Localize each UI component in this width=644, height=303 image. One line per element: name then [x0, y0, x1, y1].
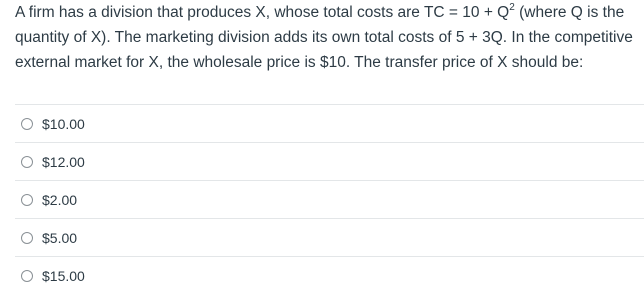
question-line-3: external market for X, the wholesale price is $10. The transfer price of X should be: [15, 54, 584, 71]
answer-label: $10.00 [42, 115, 85, 132]
radio-button[interactable] [21, 232, 33, 244]
answer-label: $2.00 [42, 191, 78, 208]
answer-label: $15.00 [42, 267, 85, 284]
answer-option-5[interactable] [15, 256, 644, 294]
question-line-1 [15, 0, 644, 25]
question-line-1-text: A firm has a division that produces X, whose total costs are TC = 10 + Q [15, 4, 510, 21]
answer-option-3[interactable] [15, 180, 644, 218]
answer-option-4[interactable] [15, 218, 644, 256]
radio-button[interactable] [21, 194, 33, 206]
radio-button[interactable] [21, 270, 33, 282]
question-text [15, 0, 644, 75]
answer-label: $12.00 [42, 153, 85, 170]
question-line-2: quantity of X). The marketing division adds its own total costs of 5 + 3Q. In the competitive [15, 29, 633, 46]
answer-options [15, 104, 644, 294]
answer-label: $5.00 [42, 229, 78, 246]
radio-button[interactable] [21, 118, 33, 130]
superscript-exponent: 2 [509, 1, 515, 13]
answer-option-2[interactable] [15, 142, 644, 180]
answer-option-1[interactable] [15, 104, 644, 142]
radio-button[interactable] [21, 156, 33, 168]
question-line-1-tail: (where Q is the [514, 4, 625, 21]
